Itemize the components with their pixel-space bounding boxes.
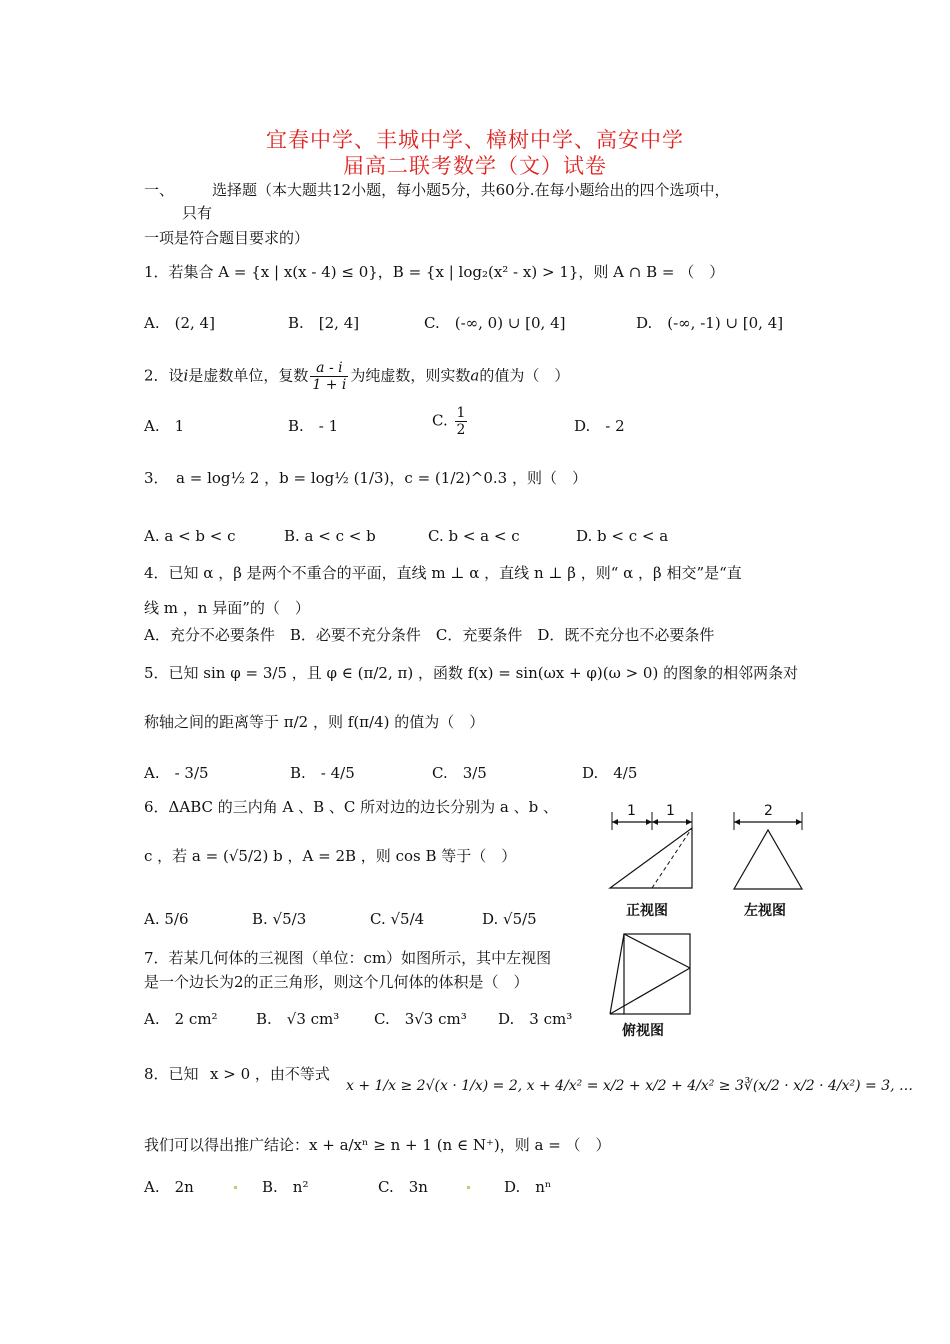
arrow-icon xyxy=(796,819,802,825)
top-view-caption: 俯视图 xyxy=(622,1023,664,1039)
q2-a: a xyxy=(470,366,480,385)
q2-post: 的值为（ ） xyxy=(479,366,570,385)
q2-option-c-label: C. xyxy=(432,411,448,430)
q2-fraction-num: a - i xyxy=(310,360,348,377)
q2-fraction xyxy=(310,360,348,393)
question-2 xyxy=(144,360,569,393)
q5-option-b: B. - 4/5 xyxy=(290,764,355,782)
arrow-icon xyxy=(612,819,618,825)
section-number: 一、 xyxy=(144,181,175,199)
question-4-line2: 线 m ，n 异面”的（ ） xyxy=(144,599,310,617)
q4-options: A．充分不必要条件 B．必要不充分条件 C．充要条件 D．既不充分也不必要条件 xyxy=(144,626,715,644)
q1-option-b: B. [2, 4] xyxy=(288,314,360,332)
q6-option-b: B. √5/3 xyxy=(252,910,307,928)
question-5-line2: 称轴之间的距离等于 π/2 ，则 f(π/4) 的值为（ ） xyxy=(144,713,485,731)
q5-option-a: A. - 3/5 xyxy=(144,764,209,782)
q2-mid2: 为纯虚数，则实数 xyxy=(350,366,471,385)
q1-option-d: D. (-∞, -1) ∪ [0, 4] xyxy=(636,314,784,332)
question-7-line1: 7．若某几何体的三视图（单位：cm）如图所示，其中左视图 xyxy=(144,949,552,967)
front-view-dim-1: 1 xyxy=(627,803,636,819)
top-view-edge xyxy=(624,934,690,968)
left-view-dim: 2 xyxy=(764,803,773,819)
left-view-triangle xyxy=(734,830,802,889)
front-view-triangle xyxy=(610,828,692,888)
q2-option-d: D. - 2 xyxy=(574,417,625,435)
exam-title-line2: 届高二联考数学（文）试卷 xyxy=(343,154,607,178)
question-8-line2: 我们可以得出推广结论：x + a/xⁿ ≥ n + 1 (n ∈ N⁺)，则 a = （ ） xyxy=(144,1136,611,1154)
question-4-line1: 4．已知 α ，β 是两个不重合的平面，直线 m ⊥ α ，直线 n ⊥ β ，则“ α ，β 相交”是“直 xyxy=(144,564,742,582)
question-1: 1．若集合 A = {x | x(x - 4) ≤ 0}，B = {x | log₂(x² - x) > 1}，则 A ∩ B = （ ） xyxy=(144,263,725,281)
question-6-line2: c ，若 a = (√5/2) b ，A = 2B ，则 cos B 等于（ ） xyxy=(144,847,517,865)
arrow-icon xyxy=(646,819,652,825)
q2-c-num: 1 xyxy=(456,405,466,421)
left-view-caption: 左视图 xyxy=(744,903,786,919)
question-8-formula: x + 1/x ≥ 2√(x · 1/x) = 2, x + 4/x² = x/2 + x/2 + 4/x² ≥ 3∛(x/2 · x/2 · 4/x²) = 3, … xyxy=(346,1078,914,1094)
q2-c-den: 2 xyxy=(456,422,466,438)
top-view-edge xyxy=(610,934,624,1014)
q1-option-a: A. (2, 4] xyxy=(144,314,215,332)
q8-option-a: A. 2n xyxy=(144,1178,194,1196)
question-8-prefix: 8．已知 xyxy=(144,1065,199,1083)
q5-option-d: D. 4/5 xyxy=(582,764,638,782)
question-8-given: x > 0 ，由不等式 xyxy=(210,1065,330,1083)
q2-prefix: 2．设 xyxy=(144,366,184,385)
q7-option-b: B. √3 cm³ xyxy=(256,1010,340,1028)
q6-option-a: A. 5/6 xyxy=(144,910,189,928)
stray-dot xyxy=(467,1186,470,1189)
q1-option-c: C. (-∞, 0) ∪ [0, 4] xyxy=(424,314,566,332)
top-view-edge xyxy=(610,968,690,1014)
section-instructions: 选择题（本大题共12小题，每小题5分，共60分.在每小题给出的四个选项中， xyxy=(212,181,730,199)
q7-option-c: C. 3√3 cm³ xyxy=(374,1010,467,1028)
q2-option-a: A. 1 xyxy=(144,417,185,435)
arrow-icon xyxy=(734,819,740,825)
front-view-figure xyxy=(604,800,704,895)
stray-dot xyxy=(234,1186,237,1189)
question-6-line1: 6．ΔABC 的三内角 A 、B 、C 所对边的边长分别为 a 、b 、 xyxy=(144,798,559,816)
arrow-icon xyxy=(652,819,658,825)
top-view-figure xyxy=(604,928,696,1020)
question-3: 3． a = log½ 2 ，b = log½ (1/3)，c = (1/2)^0.3 ，则（ ） xyxy=(144,469,587,487)
q3-option-a: A. a < b < c xyxy=(144,527,236,545)
q2-option-c-frac xyxy=(455,405,468,438)
q2-fraction-den: 1 + i xyxy=(312,377,347,393)
q8-option-b: B. n² xyxy=(262,1178,309,1196)
arrow-icon xyxy=(686,819,692,825)
q2-option-c xyxy=(432,405,469,438)
front-view-dim-2: 1 xyxy=(666,803,675,819)
q2-mid1: 是虚数单位，复数 xyxy=(188,366,309,385)
q5-option-c: C. 3/5 xyxy=(432,764,487,782)
q7-option-d: D. 3 cm³ xyxy=(498,1010,573,1028)
q2-i: i xyxy=(183,366,189,385)
q3-option-b: B. a < c < b xyxy=(284,527,376,545)
section-instructions-cont: 只有 xyxy=(182,204,213,222)
exam-title-line1: 宜春中学、丰城中学、樟树中学、高安中学 xyxy=(266,128,684,152)
hidden-edge xyxy=(652,828,692,888)
front-view-caption: 正视图 xyxy=(626,903,668,919)
section-instructions-cont2: 一项是符合题目要求的） xyxy=(144,229,310,247)
q3-option-c: C. b < a < c xyxy=(428,527,520,545)
q8-option-c: C. 3n xyxy=(378,1178,428,1196)
question-5-line1: 5．已知 sin φ = 3/5 ，且 φ ∈ (π/2, π) ，函数 f(x) = sin(ωx + φ)(ω > 0) 的图象的相邻两条对 xyxy=(144,664,799,682)
question-7-line2: 是一个边长为2的正三角形，则这个几何体的体积是（ ） xyxy=(144,973,529,991)
q6-option-d: D. √5/5 xyxy=(482,910,537,928)
q7-option-a: A. 2 cm² xyxy=(144,1010,218,1028)
q2-option-b: B. - 1 xyxy=(288,417,339,435)
q3-option-d: D. b < c < a xyxy=(576,527,669,545)
q8-option-d: D. nⁿ xyxy=(504,1178,552,1196)
q6-option-c: C. √5/4 xyxy=(370,910,425,928)
